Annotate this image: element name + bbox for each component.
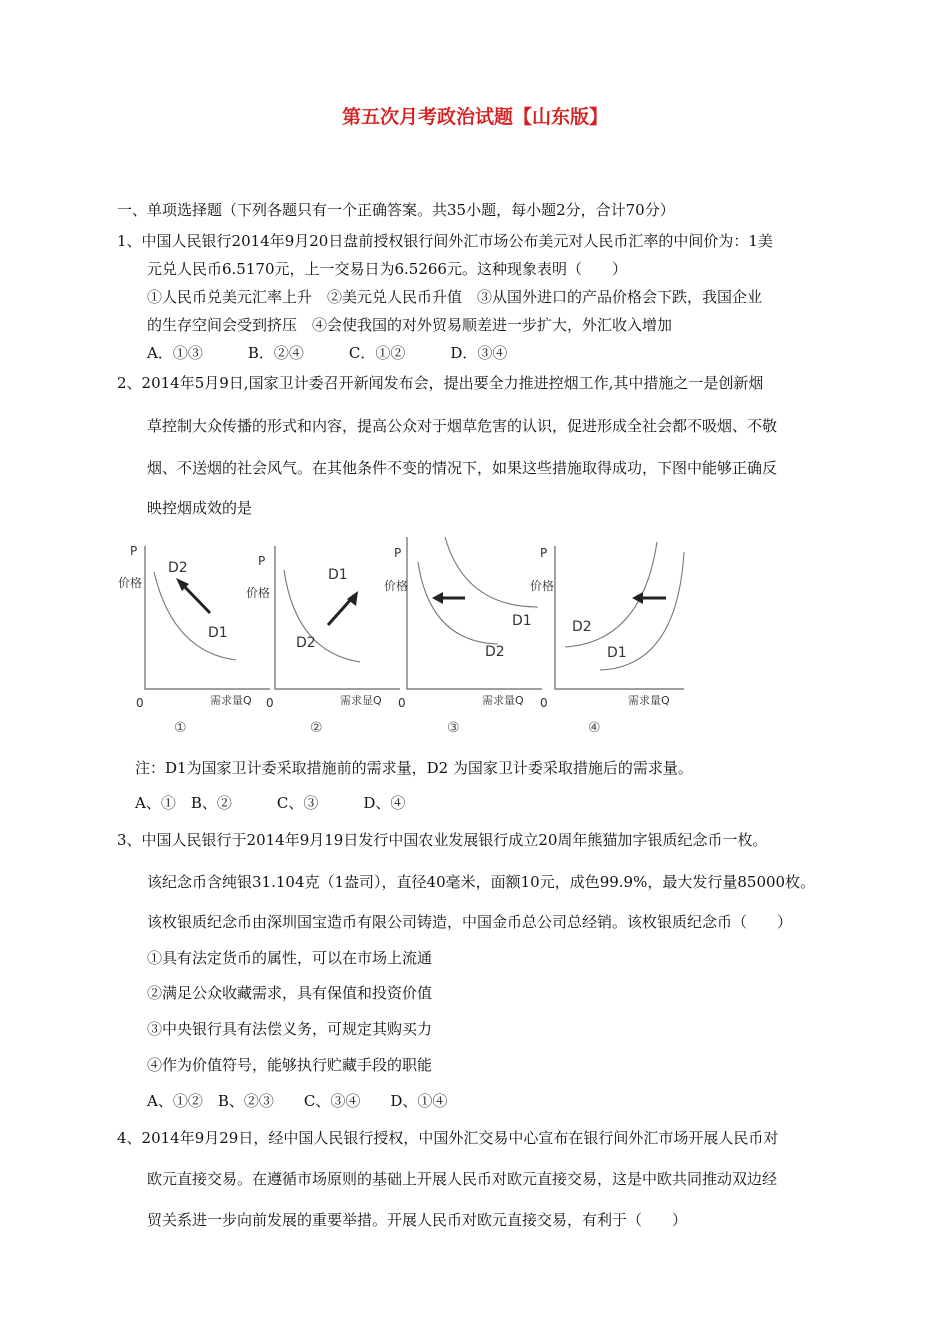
chart-3-price-label: 价格 — [384, 579, 409, 593]
chart-2-curve-label-a: D1 — [328, 567, 348, 583]
chart-3-axis-q: 需求量Q — [482, 694, 524, 707]
q1-line-4: 的生存空间会受到挤压 ④会使我国的对外贸易顺差进一步扩大，外汇收入增加 — [147, 316, 673, 334]
chart-4-axis-p: P — [540, 546, 548, 560]
chart-2-axis-q: 需求显Q — [340, 694, 382, 707]
chart-1-origin: 0 — [136, 696, 144, 710]
q4-line-2: 欧元直接交易。在遵循市场原则的基础上开展人民币对欧元直接交易，这是中欧共同推动双边经 — [147, 1170, 778, 1188]
chart-3-curve-label-a: D1 — [512, 613, 532, 629]
chart-4-number: ④ — [588, 720, 601, 736]
q3-item-4: ④作为价值符号，能够执行贮藏手段的职能 — [147, 1056, 433, 1074]
chart-4-curve-label-a: D2 — [572, 619, 592, 635]
q2-line-2: 草控制大众传播的形式和内容，提高公众对于烟草危害的认识，促进形成全社会都不吸烟、不敬 — [147, 417, 778, 435]
q2-line-3: 烟、不送烟的社会风气。在其他条件不变的情况下，如果这些措施取得成功，下图中能够正确反 — [147, 459, 778, 477]
q1-line-1: 1、中国人民银行2014年9月20日盘前授权银行间外汇市场公布美元对人民币汇率的中间价为：1美 — [117, 232, 773, 250]
chart-1-axis-q: 需求量Q — [210, 694, 252, 707]
q4-line-3: 贸关系进一步向前发展的重要举措。开展人民币对欧元直接交易，有利于（ ） — [147, 1211, 688, 1229]
q3-line-2: 该纪念币含纯银31.104克（1盎司），直径40毫米，面额10元，成色99.9%，最大发行量85000枚。 — [147, 873, 816, 891]
chart-2-origin: 0 — [266, 696, 274, 710]
q2-line-1: 2、2014年5月9日,国家卫计委召开新闻发布会，提出要全力推进控烟工作,其中措施之一是创新烟 — [117, 374, 764, 392]
demand-chart-4 — [532, 532, 682, 747]
q4-line-1: 4、2014年9月29日，经中国人民银行授权，中国外汇交易中心宣布在银行间外汇市场开展人民币对 — [117, 1129, 779, 1147]
chart-1-price-label: 价格 — [118, 576, 143, 590]
chart-2-number: ② — [310, 720, 323, 736]
q3-line-3: 该枚银质纪念币由深圳国宝造币有限公司铸造，中国金币总公司总经销。该枚银质纪念币（ ） — [147, 913, 793, 931]
chart-3-axis-p: P — [394, 546, 402, 560]
chart-1-number: ① — [174, 720, 187, 736]
chart-2-curve-label-b: D2 — [296, 635, 316, 651]
chart-1-curve-label-a: D2 — [168, 560, 188, 576]
chart-4-origin: 0 — [540, 696, 548, 710]
chart-2-axis-p: P — [258, 554, 266, 568]
q1-options: A．①③ B．②④ C．①② D．③④ — [147, 344, 508, 362]
chart-1-axis-p: P — [130, 544, 138, 558]
chart-4-price-label: 价格 — [530, 579, 555, 593]
chart-2-price-label: 价格 — [246, 586, 271, 600]
q3-item-1: ①具有法定货币的属性，可以在市场上流通 — [147, 949, 433, 967]
q3-item-2: ②满足公众收藏需求，具有保值和投资价值 — [147, 984, 433, 1002]
page-title: 第五次月考政治试题【山东版】 — [341, 106, 608, 128]
demand-chart-3 — [384, 532, 540, 747]
chart-4-curve-label-b: D1 — [607, 645, 627, 661]
chart-3-curve-label-b: D2 — [485, 644, 505, 660]
q1-line-2: 元兑人民币6.5170元，上一交易日为6.5266元。这种现象表明（ ） — [147, 260, 627, 278]
section-heading: 一、单项选择题（下列各题只有一个正确答案。共35小题，每小题2分，合计70分） — [117, 201, 675, 219]
demand-chart-1 — [118, 532, 271, 747]
chart-3-number: ③ — [447, 720, 460, 736]
q3-item-3: ③中央银行具有法偿义务，可规定其购买力 — [147, 1020, 433, 1038]
q3-options: A、①② B、②③ C、③④ D、①④ — [147, 1092, 448, 1110]
q2-line-4: 映控烟成效的是 — [147, 499, 253, 517]
q2-options: A、① B、② C、③ D、④ — [135, 794, 406, 812]
q1-line-3: ①人民币兑美元汇率上升 ②美元兑人民币升值 ③从国外进口的产品价格会下跌，我国企业 — [147, 288, 763, 306]
chart-3-origin: 0 — [398, 696, 406, 710]
q3-line-1: 3、中国人民银行于2014年9月19日发行中国农业发展银行成立20周年熊猫加字银质纪念币一枚。 — [117, 831, 768, 849]
q2-note: 注：D1为国家卫计委采取措施前的需求量，D2 为国家卫计委采取措施后的需求量。 — [135, 759, 693, 777]
demand-chart-2 — [248, 532, 398, 747]
chart-4-axis-q: 需求量Q — [628, 694, 670, 707]
chart-1-curve-label-b: D1 — [208, 625, 228, 641]
